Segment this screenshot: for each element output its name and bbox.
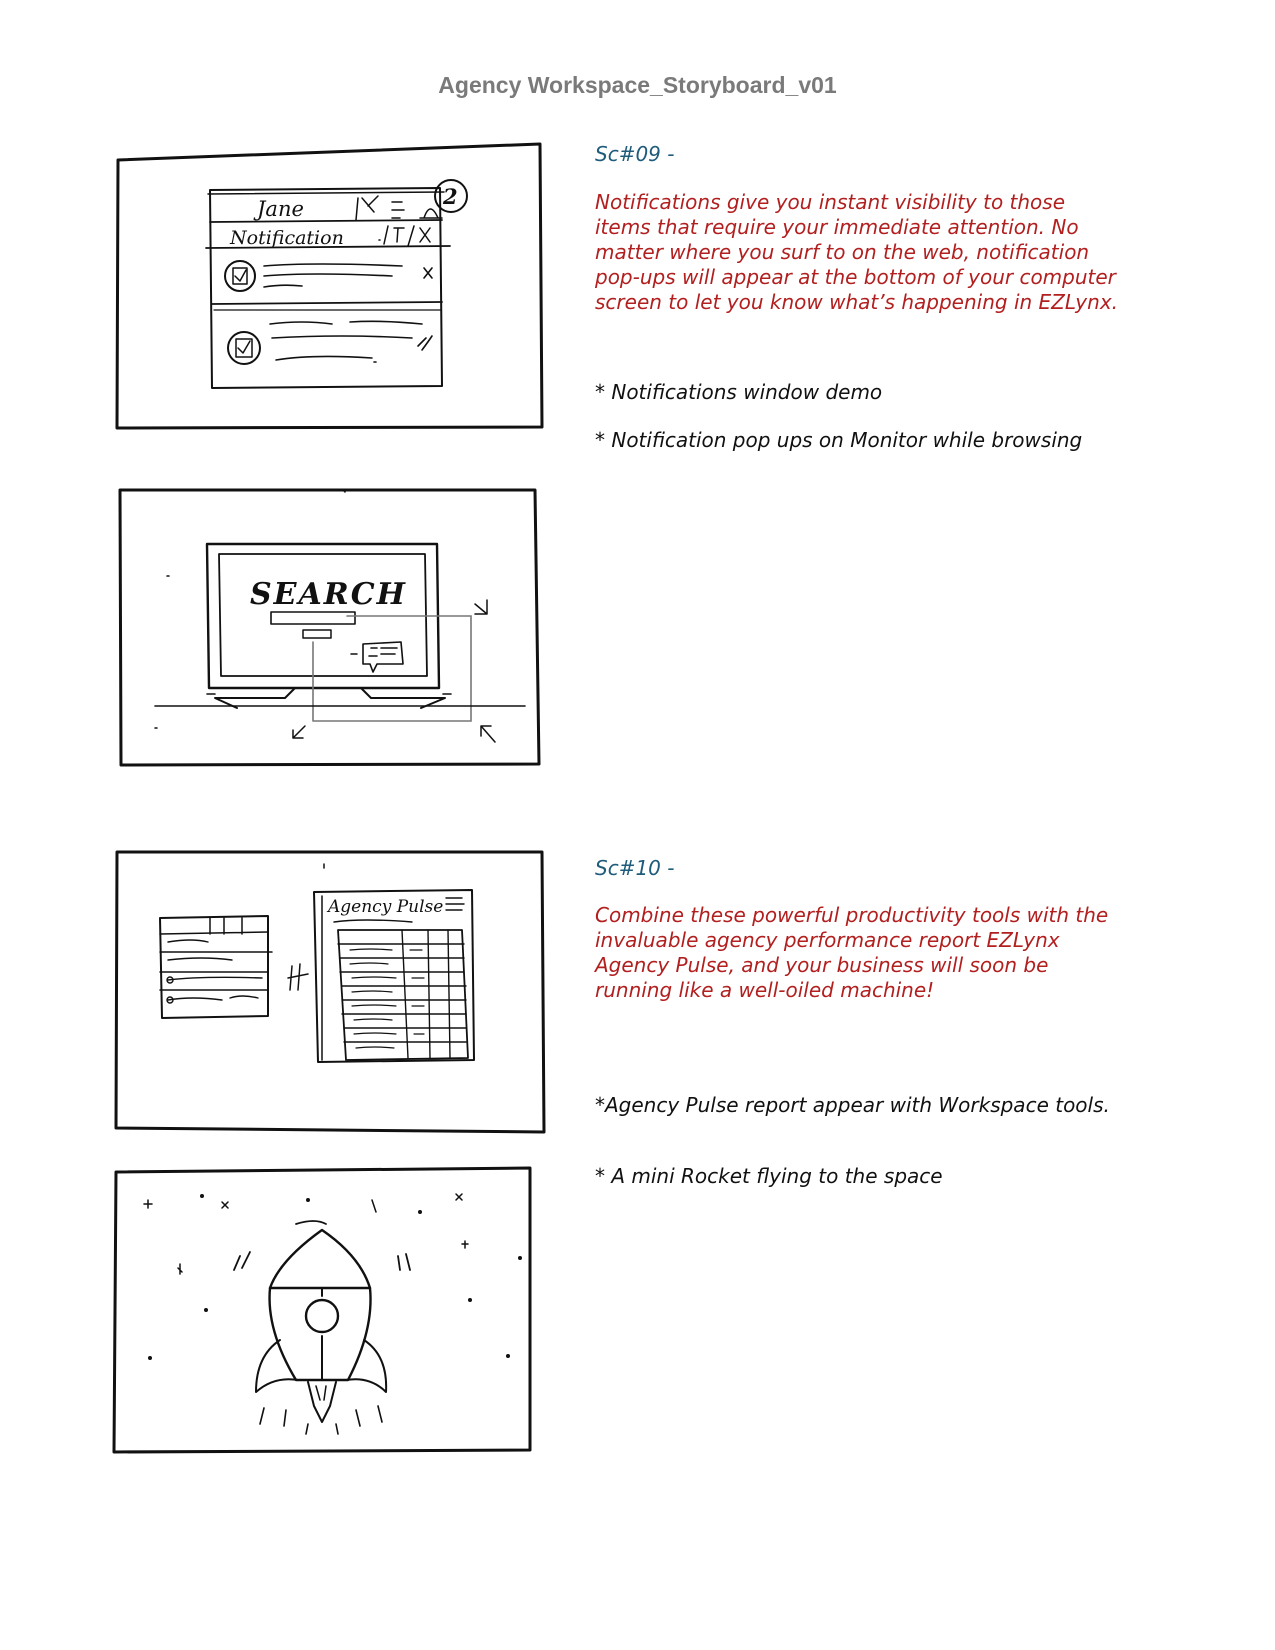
scene-09-voiceover: Notifications give you instant visibility to those items that require your immediate attention. No matter where you surf to on the web, notification pop-ups will appear at the bottom of your computer screen to let you know what’s happening in EZLynx. [595, 190, 1119, 314]
scene-09-note-2: * Notification pop ups on Monitor while browsing [595, 428, 1083, 452]
sketch-rocket [110, 1160, 554, 1458]
sketch-label-header: Notification [230, 227, 344, 249]
sketch-label-screen: SEARCH [250, 577, 407, 612]
scene-10-note-2: * A mini Rocket flying to the space [595, 1164, 943, 1188]
scene-10-id: Sc#10 - [595, 856, 675, 880]
sketch-agency-pulse [112, 844, 564, 1140]
stars [144, 1194, 522, 1360]
document-title: Agency Workspace_Storyboard_v01 [438, 72, 837, 98]
sketch-monitor-popup [115, 476, 547, 774]
scene-10-voiceover: Combine these powerful productivity tools with the invaluable agency performance report EZLynx Agency Pulse, and your business will soon be running like a well-oiled machine! [595, 903, 1109, 1002]
sketch-label-user: Jane [257, 197, 304, 221]
sketch-label-report: Agency Pulse [328, 897, 444, 917]
scene-09-id: Sc#09 - [595, 142, 675, 166]
sketch-notification-window [112, 140, 556, 435]
scene-10-note-1: *Agency Pulse report appear with Workspace tools. [595, 1093, 1110, 1117]
scene-09-note-1: * Notifications window demo [595, 380, 883, 404]
sketch-label-badge: 2 [443, 184, 458, 209]
